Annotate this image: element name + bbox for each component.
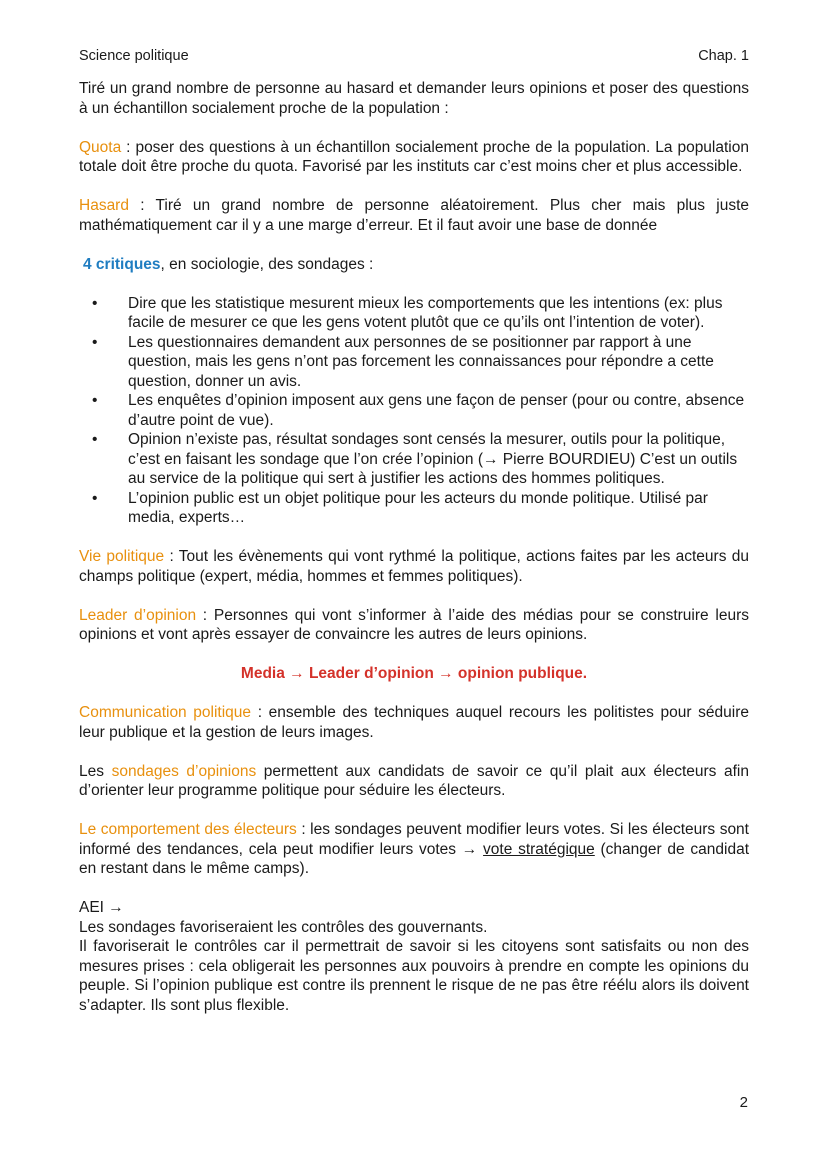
leader-text: : Personnes qui vont s’informer à l’aide des médias pour se construire leurs opinions et vont après essayer de convaincre les autres de leurs opinions. — [79, 606, 749, 643]
list-item-text: Les enquêtes d’opinion imposent aux gens une façon de penser (pour ou contre, absence d’autre point de vue). — [128, 392, 745, 429]
list-item — [79, 294, 749, 333]
comportement-paragraph — [79, 820, 749, 879]
aei-line: Les sondages favoriseraient les contrôles des gouvernants. — [79, 918, 488, 936]
sondages-term: sondages d’opinions — [111, 762, 257, 780]
quota-paragraph — [79, 138, 749, 177]
communication-paragraph — [79, 703, 749, 742]
hasard-paragraph — [79, 196, 749, 235]
aei-paragraph: Il favoriserait le contrôles car il permettrait de savoir si les citoyens sont satisfaits ou non des mesures prises : cela obligerait les personnes aux pouvoirs à prendre en compte les opinions du peuple. Si l’opinion publique est contre ils prennent le risque de ne pas être réélu alors ils doivent s’adapter. Ils sont plus flexible. — [79, 938, 749, 1014]
comportement-term: Le comportement des électeurs — [79, 821, 297, 838]
page-number: 2 — [739, 1094, 748, 1111]
communication-text: : ensemble des techniques auquel recours les politistes pour séduire leur publique et la gestion de leurs images. — [79, 704, 750, 741]
list-item — [79, 391, 749, 430]
communication-term: Communication politique — [79, 704, 252, 721]
page-content — [79, 79, 749, 1035]
comportement-text: : les sondages peuvent modifier leurs votes. Si les électeurs sont informé des tendances, cela peut modifier leurs votes → — [79, 821, 749, 858]
flow-statement: Media → Leader d’opinion → opinion publique. — [240, 665, 588, 682]
quota-term: Quota — [79, 138, 122, 156]
vie-politique-term: Vie politique — [79, 548, 165, 565]
comportement-after: (changer de candidat en restant dans le même camps). — [79, 840, 750, 877]
bullet-icon: • — [92, 392, 98, 409]
bullet-icon: • — [92, 333, 98, 351]
bullet-icon: • — [92, 294, 98, 312]
list-item-text: L’opinion public est un objet politique pour les acteurs du monde politique. Utilisé par media, experts… — [128, 489, 708, 526]
critiques-heading — [83, 255, 749, 275]
hasard-term: Hasard — [79, 197, 129, 214]
leader-term: Leader d’opinion — [79, 606, 197, 624]
aei-label: AEI → — [79, 899, 124, 916]
list-item — [79, 430, 749, 489]
bullet-icon: • — [92, 431, 98, 448]
list-item-text: Dire que les statistique mesurent mieux les comportements que les intentions (ex: plus facile de mesurer ce que les gens votent plutôt que ce qu’ils ont l’intention de voter). — [128, 294, 723, 331]
hasard-text: : Tiré un grand nombre de personne aléatoirement. Plus cher mais plus juste mathématiquement car il y a une marge d’erreur. Et il faut avoir une base de donnée — [79, 197, 749, 234]
critiques-term: 4 critiques — [83, 255, 161, 273]
critiques-text: , en sociologie, des sondages : — [160, 255, 374, 273]
critiques-list — [79, 294, 749, 528]
bullet-icon: • — [92, 489, 98, 507]
vote-strategique: vote stratégique — [483, 840, 595, 858]
quota-text: : poser des questions à un échantillon socialement proche de la population. La population totale doit être proche du quota. Favorisé par les instituts car c’est moins cher et plus accessible. — [79, 138, 749, 175]
sondages-before: Les — [79, 762, 112, 780]
sondages-paragraph — [79, 762, 749, 801]
header-chapter: Chap. 1 — [698, 48, 749, 64]
vie-politique-paragraph — [79, 547, 749, 586]
list-item-text: Opinion n’existe pas, résultat sondages sont censés la mesurer, outils pour la politique, c’est en faisant les sondage que l’on crée l’opinion (→ Pierre BOURDIEU) C’est un outils au service de la politique qui sert à justifier les actions des hommes politiques. — [128, 431, 738, 487]
list-item-text: Les questionnaires demandent aux personnes de se positionner par rapport à une question, mais les gens n’ont pas forcement les connaissances pour répondre a cette question, donner un avis. — [128, 333, 714, 390]
intro-paragraph: Tiré un grand nombre de personne au hasard et demander leurs opinions et poser des questions à un échantillon socialement proche de la population : — [79, 80, 749, 117]
sondages-after: permettent aux candidats de savoir ce qu’il plait aux électeurs afin d’orienter leur programme politique pour séduire les électeurs. — [79, 762, 749, 799]
leader-paragraph — [79, 606, 749, 645]
header-course-title: Science politique — [79, 48, 189, 64]
list-item — [79, 489, 749, 528]
vie-politique-text: : Tout les évènements qui vont rythmé la politique, actions faites par les acteurs du champs politique (expert, média, hommes et femmes politiques). — [79, 548, 749, 585]
list-item — [79, 333, 749, 392]
